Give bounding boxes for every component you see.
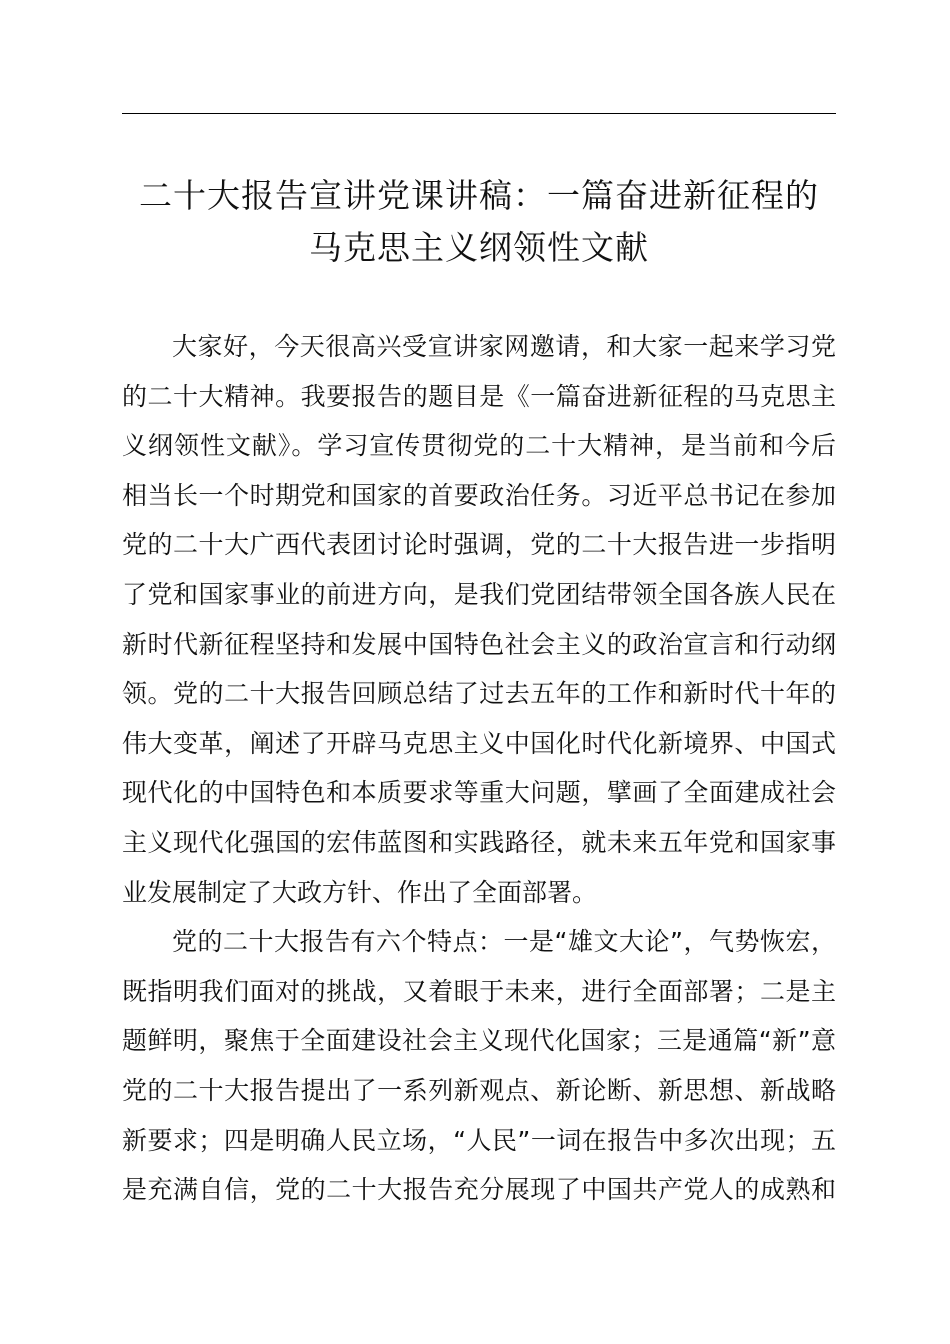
text-line: 党的二十大报告有六个特点：一是“雄文大论”，气势恢宏，: [172, 927, 836, 957]
text-line: 是充满自信，党的二十大报告充分展现了中国共产党人的成熟和: [122, 1175, 836, 1205]
title-line: 二十大报告宣讲党课讲稿：一篇奋进新征程的: [139, 176, 819, 215]
text-line: 的二十大精神。我要报告的题目是《一篇奋进新征程的马克思主: [122, 381, 836, 411]
text-line: 主义现代化强国的宏伟蓝图和实践路径，就未来五年党和国家事: [122, 827, 836, 857]
paragraph-2: [122, 917, 836, 1215]
text-line: 了党和国家事业的前进方向，是我们党团结带领全国各族人民在: [122, 579, 836, 609]
text-line: 伟大变革，阐述了开辟马克思主义中国化时代化新境界、中国式: [122, 728, 836, 758]
document-body: [122, 322, 836, 1215]
text-line: 题鲜明，聚焦于全面建设社会主义现代化国家；三是通篇“新”意: [122, 1026, 836, 1056]
title-line: 马克思主义纲领性文献: [309, 228, 649, 267]
document-title: [122, 170, 836, 274]
text-line: 党的二十大广西代表团讨论时强调，党的二十大报告进一步指明: [122, 530, 836, 560]
text-line: 现代化的中国特色和本质要求等重大问题，擘画了全面建成社会: [122, 778, 836, 808]
text-line: 领。党的二十大报告回顾总结了过去五年的工作和新时代十年的: [122, 679, 836, 709]
text-line: 大家好，今天很高兴受宣讲家网邀请，和大家一起来学习党: [172, 332, 836, 361]
text-line: 党的二十大报告提出了一系列新观点、新论断、新思想、新战略: [122, 1075, 836, 1105]
header-rule: [122, 113, 836, 114]
text-line: 新要求；四是明确人民立场，“人民”一词在报告中多次出现；五: [122, 1125, 836, 1155]
text-line: 业发展制定了大政方针、作出了全面部署。: [122, 877, 598, 907]
text-line: 既指明我们面对的挑战，又着眼于未来，进行全面部署；二是主: [122, 976, 836, 1006]
text-line: 义纲领性文献》。学习宣传贯彻党的二十大精神，是当前和今后: [122, 431, 836, 461]
text-line: 相当长一个时期党和国家的首要政治任务。习近平总书记在参加: [122, 480, 836, 510]
text-line: 新时代新征程坚持和发展中国特色社会主义的政治宣言和行动纲: [122, 629, 836, 659]
paragraph-1: [122, 322, 836, 917]
